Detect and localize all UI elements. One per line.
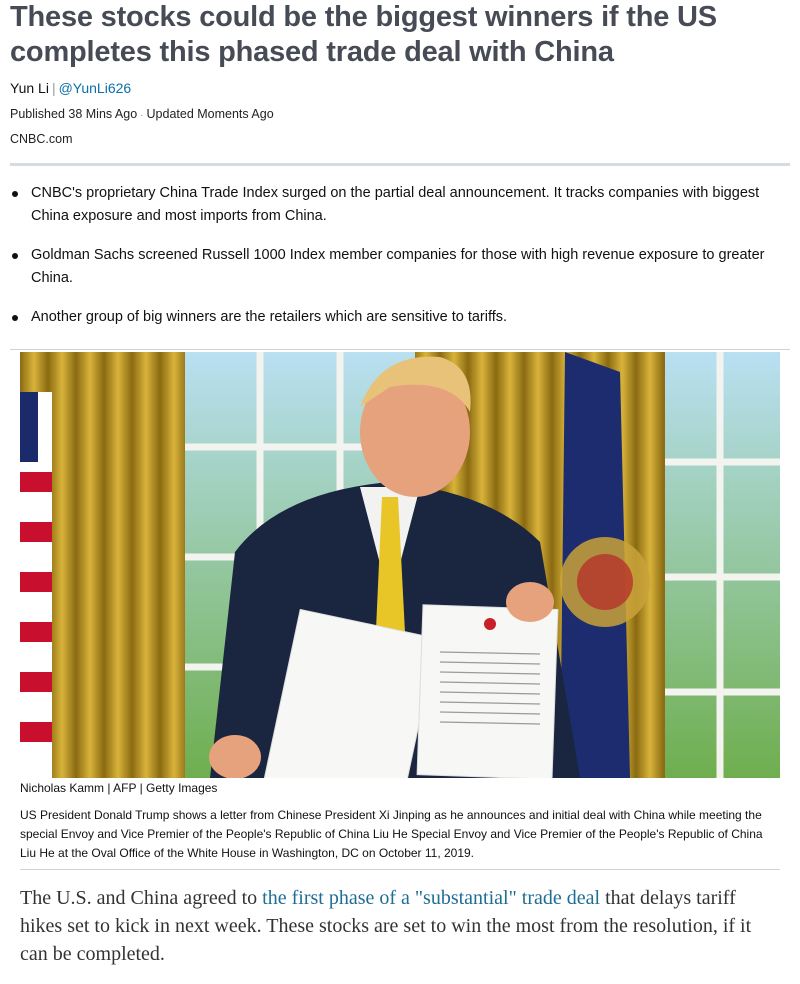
- photo-illustration: [20, 352, 780, 778]
- key-point-text: Another group of big winners are the retailers which are sensitive to tariffs.: [31, 309, 508, 325]
- lead-text-start: The U.S. and China agreed to: [20, 887, 263, 909]
- key-point: [10, 182, 780, 228]
- author-name[interactable]: Yun Li: [10, 80, 49, 96]
- bullet-icon: [12, 253, 18, 259]
- byline: [10, 80, 131, 96]
- article-lead-paragraph: [20, 884, 780, 968]
- key-point: [10, 306, 780, 329]
- updated-time: Updated Moments Ago: [146, 107, 274, 121]
- key-points-list: [10, 182, 780, 345]
- header-divider: [10, 163, 790, 166]
- byline-separator: |: [51, 80, 56, 96]
- key-point-text: Goldman Sachs screened Russell 1000 Index member companies for those with high revenue exposure to greater China.: [31, 247, 765, 286]
- bullet-icon: [12, 315, 18, 321]
- lead-text-end: that delays tariff hikes set to kick in next week. These stocks are set to win the most from the resolution, if it can be completed.: [20, 887, 752, 965]
- article-source: CNBC.com: [10, 132, 73, 146]
- article-photo[interactable]: [20, 352, 780, 778]
- caption-divider: [20, 869, 780, 870]
- trade-deal-link[interactable]: the first phase of a "substantial" trade deal: [262, 887, 601, 909]
- published-time: Published 38 Mins Ago: [10, 107, 138, 121]
- key-point: [10, 244, 780, 290]
- bullet-icon: [12, 191, 18, 197]
- author-twitter-link[interactable]: @YunLi626: [58, 80, 132, 96]
- photo-caption: US President Donald Trump shows a letter from Chinese President Xi Jinping as he announces and initial deal with China while meeting the special Envoy and Vice Premier of the People's Republic of China Liu He Special Envoy and Vice Premier of the People's Republic of China Liu He at the Oval Office of the White House in Washington, DC on October 11, 2019.: [20, 808, 763, 860]
- article-headline: These stocks could be the biggest winners if the US completes this phased trade deal with China: [10, 1, 717, 68]
- photo-credit: Nicholas Kamm | AFP | Getty Images: [20, 781, 218, 795]
- publish-dates: [10, 107, 274, 121]
- key-point-text: CNBC's proprietary China Trade Index surged on the partial deal announcement. It tracks companies with biggest China exposure and most imports from China.: [31, 185, 760, 224]
- key-points-divider: [10, 349, 790, 350]
- date-separator-icon: ·: [140, 110, 144, 121]
